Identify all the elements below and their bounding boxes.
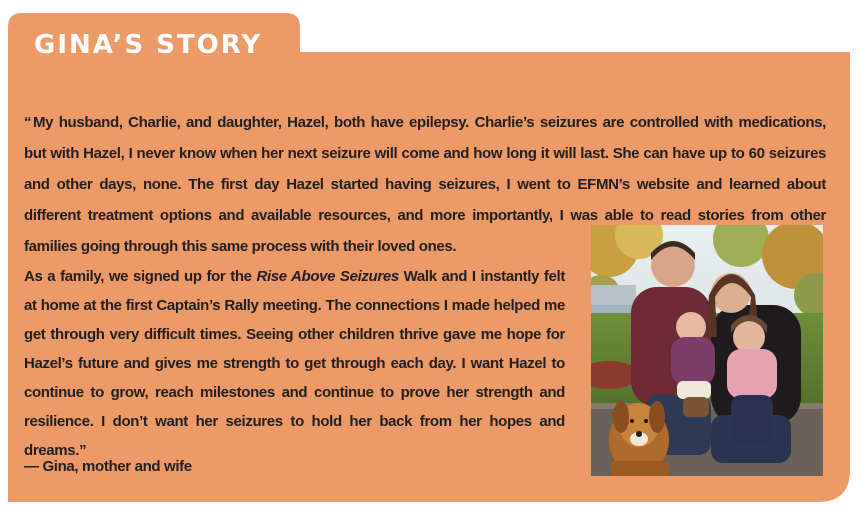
paragraph-2-text-start: As a family, we signed up for the — [24, 268, 257, 285]
paragraph-2-text-end: Walk and I instantly felt at home at the first Captain’s Rally meeting. The connections I made helped me get through very difficult times. Seeing other children thrive gave me hope for Hazel’s future and gives me strength to get through each day. I want Hazel to continue to grow, reach milestones and continue to prove her strength and resilience. I don’t want her seizures to hold her back from her hopes and dreams.” — [24, 268, 565, 459]
family-photo — [591, 225, 823, 476]
open-quote-mark: “ — [24, 114, 32, 131]
story-title: GINA’S STORY — [34, 30, 263, 60]
walk-event-name: Rise Above Seizures — [256, 268, 399, 285]
paragraph-1-text: My husband, Charlie, and daughter, Hazel, both have epilepsy. Charlie’s seizures are controlled with medications, but with Hazel, I never know when her next seizure will come and how long it will last. She can have up to 60 seizures and other days, none. The first day Hazel started having seizures, I went to EFMN’s website and learned about different treatment options and available resources, and more importantly, I was able to read stories from other families going through this same process with their loved ones. — [24, 114, 826, 255]
quote-paragraph-2 — [24, 262, 565, 465]
quote-attribution: — Gina, mother and wife — [24, 458, 192, 475]
